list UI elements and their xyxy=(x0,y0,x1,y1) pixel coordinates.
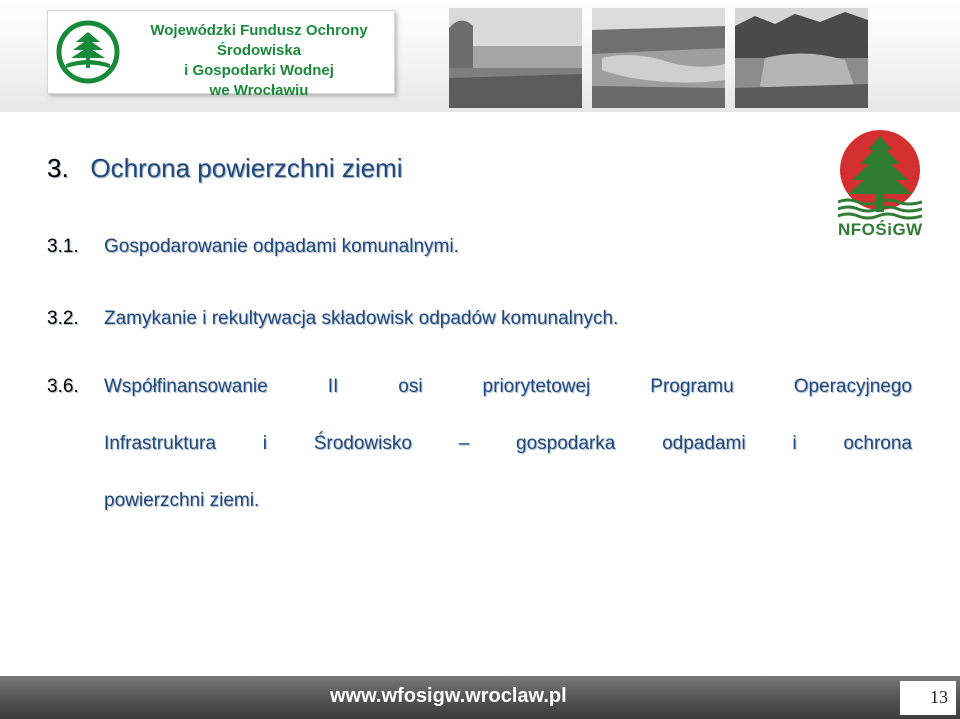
section-number: 3. xyxy=(47,153,69,183)
org-name-line3: we Wrocławiu xyxy=(209,82,309,99)
item-number: 3.2. xyxy=(47,308,79,329)
list-item xyxy=(47,308,618,330)
list-item-number xyxy=(47,376,104,398)
item-text: Zamykanie i rekultywacja składowisk odpadów komunalnych. xyxy=(104,308,619,329)
org-name-line1: Wojewódzki Fundusz Ochrony Środowiska xyxy=(150,22,368,59)
org-name xyxy=(128,21,390,101)
item-number: 3.6. xyxy=(47,376,79,397)
section-title-text: Ochrona powierzchni ziemi xyxy=(90,153,403,183)
list-item xyxy=(47,236,459,258)
page-number-box xyxy=(900,681,956,715)
item-text-line: Współfinansowanie II osi priorytetowej Programu Operacyjnego xyxy=(104,376,912,397)
landscape-photo-1 xyxy=(449,8,582,108)
item-text: Gospodarowanie odpadami komunalnymi. xyxy=(104,236,459,257)
footer-url: www.wfosigw.wroclaw.pl xyxy=(330,685,567,707)
org-name-line2: i Gospodarki Wodnej xyxy=(184,62,334,79)
page-number: 13 xyxy=(930,687,948,707)
wfosigw-logo xyxy=(47,10,395,99)
tree-emblem-icon xyxy=(56,20,120,84)
landscape-photo-3 xyxy=(735,8,868,108)
item-text-line: powierzchni ziemi. xyxy=(104,490,260,511)
section-title xyxy=(47,153,403,184)
header-banner xyxy=(0,0,960,112)
nfosigw-logo-text: NFOŚiGW xyxy=(838,220,923,239)
item-text-line: Infrastruktura i Środowisko – gospodarka odpadami i ochrona xyxy=(104,433,912,454)
item-number: 3.1. xyxy=(47,236,79,257)
footer-bar xyxy=(0,676,960,719)
landscape-photo-2 xyxy=(592,8,725,108)
